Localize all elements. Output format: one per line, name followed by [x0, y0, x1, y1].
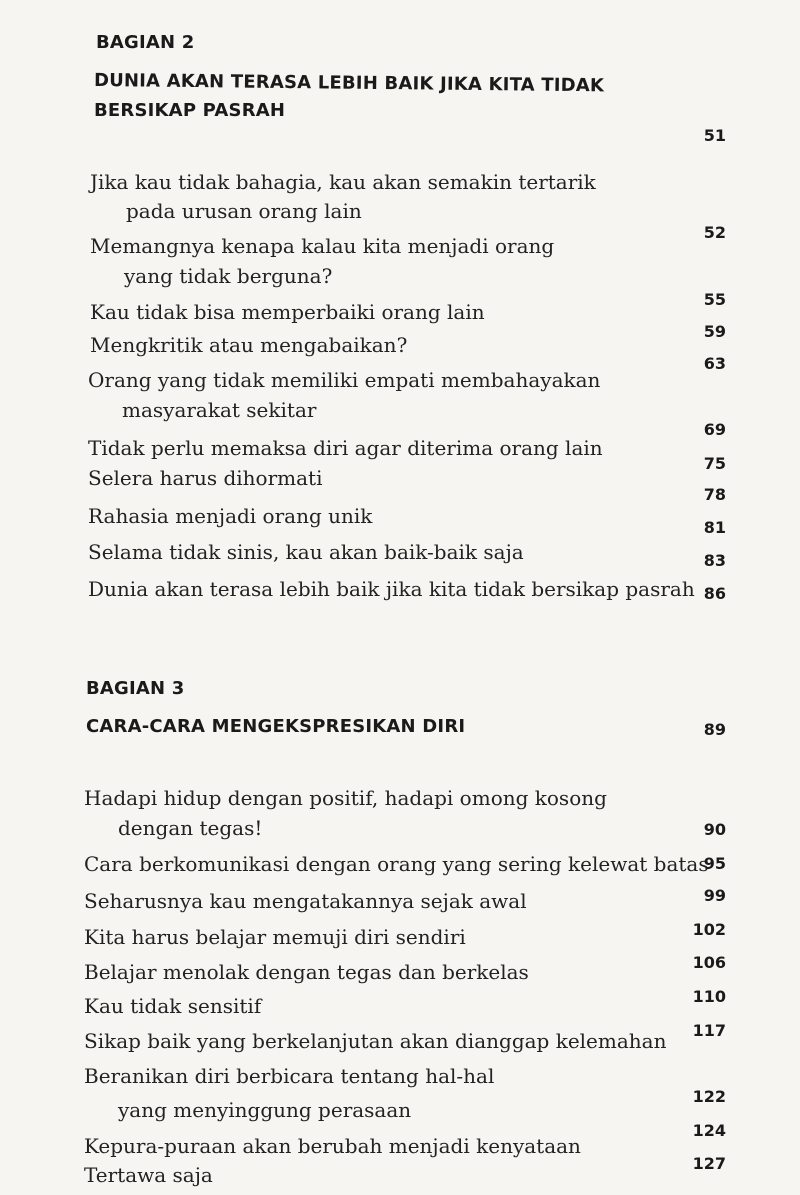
toc-entry-page: 78	[703, 485, 726, 504]
part2-title-line2: BERSIKAP PASRAH	[94, 100, 286, 121]
toc-entry-line: Tertawa saja	[84, 1163, 213, 1187]
toc-entry-page: 75	[703, 454, 726, 473]
toc-entry-page: 99	[703, 886, 726, 905]
toc-entry-line: Tidak perlu memaksa diri agar diterima orang lain	[88, 436, 603, 460]
toc-entry-line: Beranikan diri berbicara tentang hal-hal	[84, 1064, 495, 1088]
toc-entry-line: Cara berkomunikasi dengan orang yang sering kelewat batas	[84, 852, 709, 876]
toc-entry-line: Orang yang tidak memiliki empati membahayakan	[88, 368, 601, 392]
toc-entry-line-continued: dengan tegas!	[118, 816, 263, 840]
toc-entry-page: 81	[703, 518, 726, 537]
toc-entry-page: 63	[703, 354, 726, 373]
toc-entry-line: Kau tidak bisa memperbaiki orang lain	[90, 300, 485, 324]
toc-entry-page: 124	[692, 1121, 726, 1140]
toc-entry-page: 127	[692, 1154, 726, 1173]
toc-entry-line: Rahasia menjadi orang unik	[88, 504, 373, 528]
toc-entry-line: Memangnya kenapa kalau kita menjadi orang	[90, 234, 555, 258]
toc-entry-page: 55	[703, 290, 726, 309]
toc-entry-page: 95	[703, 854, 726, 873]
toc-entry-line-continued: yang menyinggung perasaan	[118, 1098, 412, 1122]
toc-entry-line: Kita harus belajar memuji diri sendiri	[84, 925, 466, 949]
toc-entry-page: 122	[692, 1087, 726, 1106]
part3-page-number: 89	[703, 720, 726, 739]
toc-entry-line: Mengkritik atau mengabaikan?	[90, 333, 408, 357]
toc-entry-line: Hadapi hidup dengan positif, hadapi omong kosong	[84, 786, 607, 810]
part2-page-number: 51	[703, 126, 726, 145]
part3-title-line1: CARA-CARA MENGEKSPRESIKAN DIRI	[86, 716, 466, 737]
toc-entry-line-continued: pada urusan orang lain	[126, 199, 362, 223]
toc-entry-page: 90	[703, 820, 726, 839]
toc-entry-line-continued: yang tidak berguna?	[124, 264, 333, 288]
toc-entry-page: 83	[703, 551, 726, 570]
toc-entry-line-continued: masyarakat sekitar	[122, 398, 317, 422]
toc-entry-page: 117	[692, 1021, 726, 1040]
part2-label: BAGIAN 2	[96, 32, 195, 53]
toc-entry-line: Jika kau tidak bahagia, kau akan semakin tertarik	[90, 170, 596, 194]
toc-entry-page: 59	[703, 322, 726, 341]
toc-entry-page: 106	[692, 953, 726, 972]
part2-title-line1: DUNIA AKAN TERASA LEBIH BAIK JIKA KITA TIDAK	[93, 70, 605, 97]
toc-entry-page: 86	[703, 584, 726, 603]
toc-entry-page: 69	[703, 420, 726, 439]
part3-label: BAGIAN 3	[86, 678, 185, 699]
toc-entry-line: Belajar menolak dengan tegas dan berkelas	[84, 960, 529, 984]
toc-entry-line: Sikap baik yang berkelanjutan akan dianggap kelemahan	[84, 1029, 667, 1053]
toc-entry-line: Dunia akan terasa lebih baik jika kita tidak bersikap pasrah	[88, 577, 695, 601]
toc-entry-line: Kepura-puraan akan berubah menjadi kenyataan	[84, 1134, 581, 1158]
toc-entry-line: Seharusnya kau mengatakannya sejak awal	[84, 889, 527, 913]
toc-entry-line: Kau tidak sensitif	[84, 994, 262, 1018]
toc-entry-page: 110	[692, 987, 726, 1006]
toc-entry-page: 102	[692, 920, 726, 939]
toc-entry-line: Selama tidak sinis, kau akan baik-baik saja	[88, 540, 524, 564]
toc-entry-page: 52	[703, 223, 726, 242]
toc-entry-line: Selera harus dihormati	[88, 466, 323, 490]
